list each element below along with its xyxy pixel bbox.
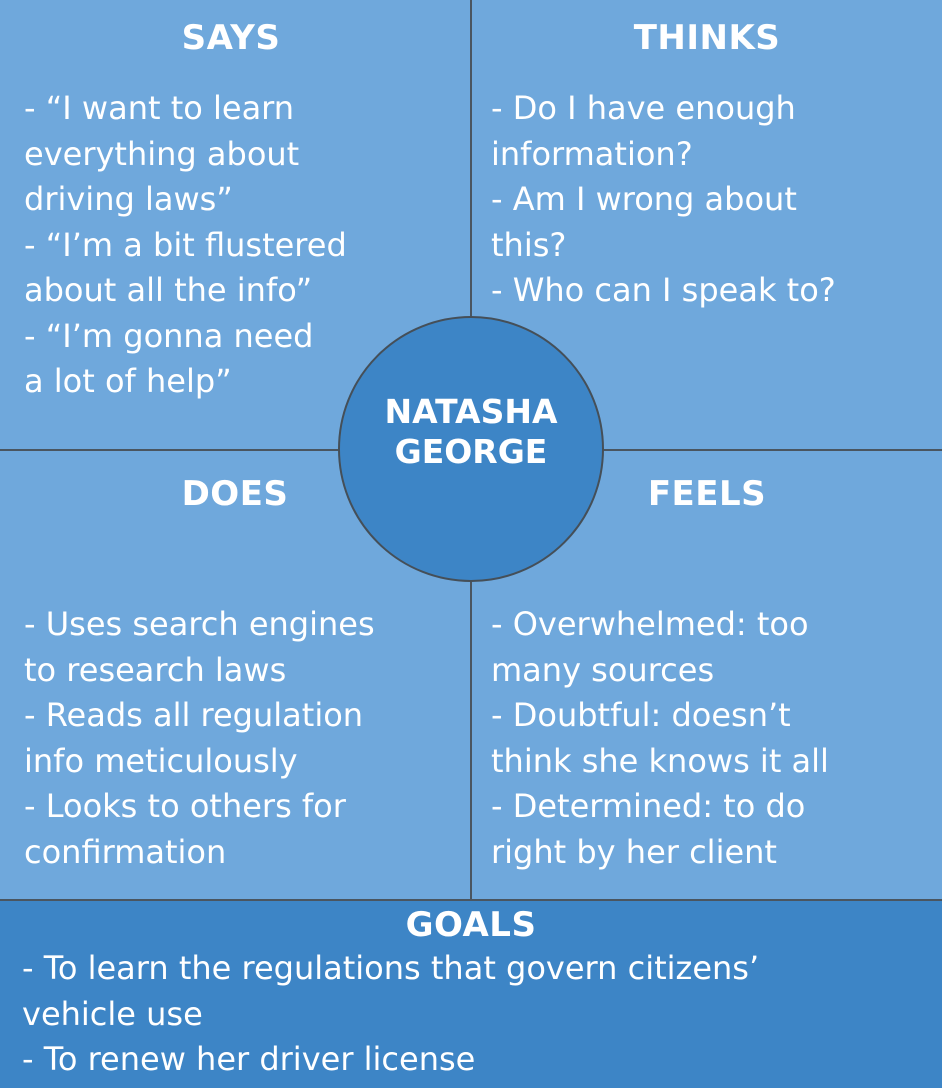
does-line: - Uses search engines xyxy=(24,605,375,643)
does-line: - Reads all regulation xyxy=(24,696,364,734)
thinks-list xyxy=(491,86,836,314)
says-line: - “I’m a bit flustered xyxy=(24,225,347,264)
persona-circle xyxy=(338,316,604,582)
persona-last-name: GEORGE xyxy=(394,432,548,471)
does-heading: DOES xyxy=(181,474,289,514)
says-line: about all the info” xyxy=(24,271,313,309)
does-line: confirmation xyxy=(24,832,227,871)
feels-line: right by her client xyxy=(491,832,777,871)
says-line: - “I’m gonna need xyxy=(24,316,314,355)
does-list xyxy=(24,602,375,875)
says-line: everything about xyxy=(24,134,300,173)
feels-line: many sources xyxy=(491,650,715,689)
says-line: a lot of help” xyxy=(24,362,232,400)
persona-first-name: NATASHA xyxy=(384,392,558,431)
goals-heading: GOALS xyxy=(405,905,537,945)
goals-line: - To renew her driver license xyxy=(22,1040,476,1078)
does-line: info meticulously xyxy=(24,741,298,780)
does-line: - Looks to others for xyxy=(24,787,346,825)
thinks-heading: THINKS xyxy=(633,18,781,58)
feels-line: - Determined: to do xyxy=(491,787,806,825)
thinks-line: this? xyxy=(491,225,567,264)
says-list xyxy=(24,86,347,405)
goals-line: - To learn the regulations that govern citizens’ xyxy=(22,949,760,987)
feels-heading: FEELS xyxy=(647,474,767,514)
goals-line: vehicle use xyxy=(22,994,203,1033)
does-line: to research laws xyxy=(24,650,287,689)
feels-list xyxy=(491,602,829,875)
thinks-line: - Who can I speak to? xyxy=(491,271,836,309)
says-line: - “I want to learn xyxy=(24,89,295,127)
says-heading: SAYS xyxy=(181,18,281,58)
goals-section xyxy=(0,899,942,1088)
feels-line: think she knows it all xyxy=(491,741,829,780)
says-line: driving laws” xyxy=(24,180,233,218)
thinks-line: - Do I have enough xyxy=(491,89,796,127)
thinks-line: - Am I wrong about xyxy=(491,180,797,218)
thinks-line: information? xyxy=(491,134,693,173)
goals-list xyxy=(22,946,759,1083)
persona-name xyxy=(384,392,557,472)
feels-line: - Doubtful: doesn’t xyxy=(491,696,791,734)
feels-line: - Overwhelmed: too xyxy=(491,605,809,643)
